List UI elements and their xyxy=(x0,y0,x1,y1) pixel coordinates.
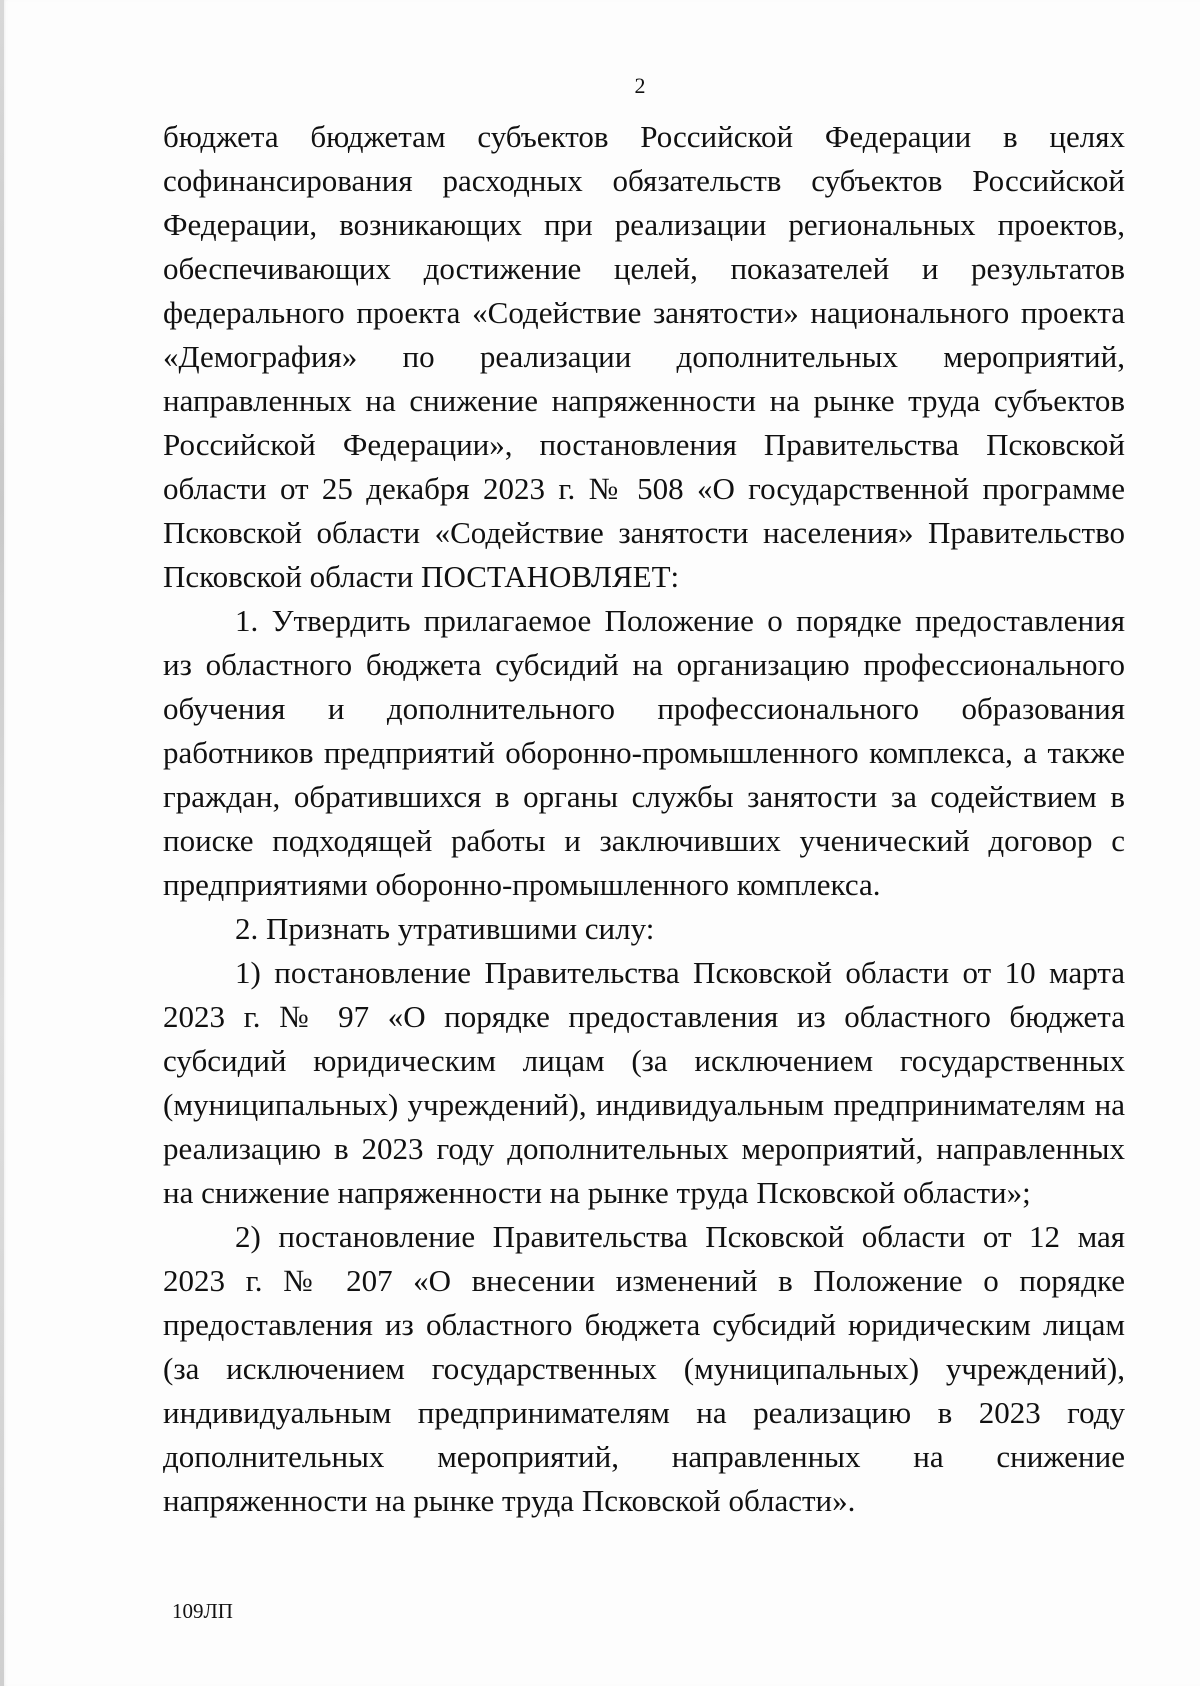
paragraph-continuation: бюджета бюджетам субъектов Российской Федерации в целях софинансирования расходных обязательств субъектов Российской Федерации, возникающих при реализации региональных проектов, обеспечивающих достижение целей, показателей и результатов федерального проекта «Содействие занятости» национального проекта «Демография» по реализации дополнительных мероприятий, направленных на снижение напряженности на рынке труда субъектов Российской Федерации», постановления Правительства Псковской области от 25 декабря 2023 г. № 508 «О государственной программе Псковской области «Содействие занятости населения» Правительство Псковской области ПОСТАНОВЛЯЕТ: xyxy=(163,119,1125,594)
document-code: 109ЛП xyxy=(172,1599,233,1623)
scan-edge xyxy=(0,0,4,1686)
page-number: 2 xyxy=(634,73,646,98)
paragraph-subitem-2: 2) постановление Правительства Псковской области от 12 мая 2023 г. № 207 «О внесении изменений в Положение о порядке предоставления из областного бюджета субсидий юридическим лицам (за исключением государственных (муниципальных) учреждений), индивидуальным предпринимателям на реализацию в 2023 году дополнительных мероприятий, направленных на снижение напряженности на рынке труда Псковской области». xyxy=(163,1219,1125,1518)
document-body xyxy=(163,115,1125,1523)
paragraph-subitem-1: 1) постановление Правительства Псковской области от 10 марта 2023 г. № 97 «О порядке предоставления из областного бюджета субсидий юридическим лицам (за исключением государственных (муниципальных) учреждений), индивидуальным предпринимателям на реализацию в 2023 году дополнительных мероприятий, направленных на снижение напряженности на рынке труда Псковской области»; xyxy=(163,955,1125,1210)
paragraph-item-1: 1. Утвердить прилагаемое Положение о порядке предоставления из областного бюджета субсидий на организацию профессионального обучения и дополнительного профессионального образования работников предприятий оборонно-промышленного комплекса, а также граждан, обратившихся в органы службы занятости за содействием в поиске подходящей работы и заключивших ученический договор с предприятиями оборонно-промышленного комплекса. xyxy=(163,603,1125,902)
paragraph-item-2: 2. Признать утратившими силу: xyxy=(235,911,655,946)
